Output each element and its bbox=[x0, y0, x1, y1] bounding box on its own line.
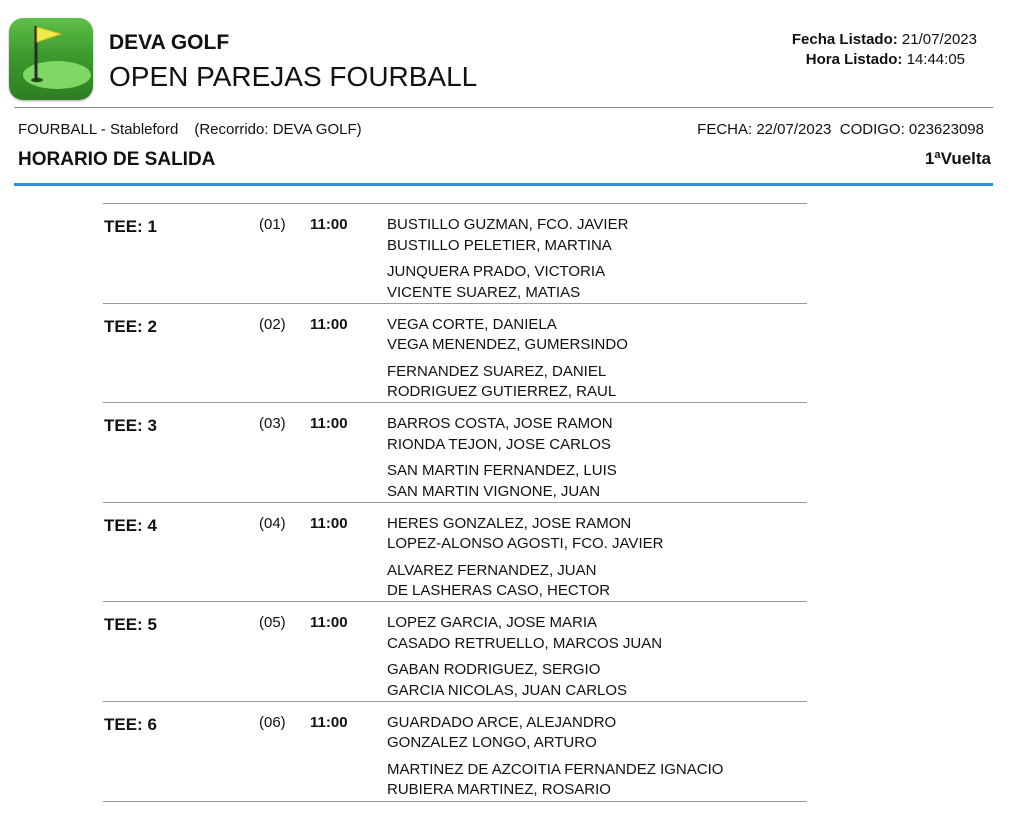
tee-group bbox=[103, 602, 807, 702]
player-name: DE LASHERAS CASO, HECTOR bbox=[387, 582, 611, 600]
tee-group bbox=[103, 304, 807, 404]
group-number: (02) bbox=[259, 315, 286, 333]
hora-listado-label: Hora Listado: bbox=[805, 51, 903, 68]
group-number: (04) bbox=[259, 514, 286, 532]
tee-group bbox=[103, 204, 807, 304]
tee-label: TEE: 2 bbox=[104, 316, 157, 336]
course-text: (Recorrido: DEVA GOLF) bbox=[194, 121, 362, 138]
player-name: BUSTILLO GUZMAN, FCO. JAVIER bbox=[387, 216, 629, 233]
tee-label: TEE: 1 bbox=[104, 217, 157, 236]
player-name: BARROS COSTA, JOSE RAMON bbox=[387, 415, 613, 433]
players-list bbox=[387, 514, 663, 602]
player-name: SAN MARTIN VIGNONE, JUAN bbox=[387, 482, 601, 500]
group-number: (03) bbox=[259, 415, 286, 433]
fecha-listado bbox=[792, 31, 977, 48]
tee-group bbox=[103, 702, 807, 802]
accent-divider bbox=[14, 183, 993, 186]
club-name: DEVA GOLF bbox=[109, 31, 230, 54]
players-list bbox=[387, 215, 628, 303]
player-name: LOPEZ GARCIA, JOSE MARIA bbox=[387, 614, 598, 632]
fecha-listado-label: Fecha Listado: bbox=[791, 31, 898, 48]
player-name: GONZALEZ LONGO, ARTURO bbox=[387, 734, 597, 752]
players-list bbox=[387, 315, 628, 403]
player-name: BUSTILLO PELETIER, MARTINA bbox=[387, 236, 612, 254]
tee-group bbox=[103, 503, 807, 603]
event-name: OPEN PAREJAS FOURBALL bbox=[109, 61, 478, 92]
player-name: ALVAREZ FERNANDEZ, JUAN bbox=[387, 561, 597, 579]
group-number: (06) bbox=[259, 713, 286, 731]
fecha-listado-value: 21/07/2023 bbox=[901, 31, 977, 48]
competition-format bbox=[18, 121, 362, 138]
players-list bbox=[387, 414, 617, 502]
golf-flag-icon bbox=[9, 18, 93, 100]
player-name: LOPEZ-ALONSO AGOSTI, FCO. JAVIER bbox=[387, 535, 664, 553]
player-name: VICENTE SUAREZ, MATIAS bbox=[387, 283, 581, 301]
start-time: 11:00 bbox=[310, 614, 348, 632]
players-list bbox=[387, 613, 662, 701]
player-name: CASADO RETRUELLO, MARCOS JUAN bbox=[387, 634, 663, 652]
player-name: RODRIGUEZ GUTIERREZ, RAUL bbox=[387, 383, 617, 401]
start-time: 11:00 bbox=[310, 216, 348, 233]
player-name: GARCIA NICOLAS, JUAN CARLOS bbox=[387, 681, 628, 699]
player-name: HERES GONZALEZ, JOSE RAMON bbox=[387, 514, 632, 532]
start-time: 11:00 bbox=[310, 415, 348, 433]
player-name: RUBIERA MARTINEZ, ROSARIO bbox=[387, 781, 611, 799]
tee-group bbox=[103, 403, 807, 503]
player-name: RIONDA TEJON, JOSE CARLOS bbox=[387, 435, 611, 453]
format-text: FOURBALL - Stableford bbox=[18, 121, 179, 138]
group-number: (01) bbox=[259, 216, 286, 233]
player-name: SAN MARTIN FERNANDEZ, LUIS bbox=[387, 462, 617, 480]
hora-listado bbox=[806, 51, 965, 68]
tee-times-table bbox=[103, 203, 807, 802]
player-name: GABAN RODRIGUEZ, SERGIO bbox=[387, 661, 601, 679]
start-time: 11:00 bbox=[310, 514, 348, 532]
section-title: HORARIO DE SALIDA bbox=[18, 149, 216, 170]
player-name: GUARDADO ARCE, ALEJANDRO bbox=[387, 713, 617, 731]
hora-listado-value: 14:44:05 bbox=[906, 51, 965, 68]
tee-label: TEE: 4 bbox=[104, 515, 157, 535]
header-divider bbox=[14, 107, 993, 108]
tee-label: TEE: 6 bbox=[104, 714, 157, 734]
players-list bbox=[387, 713, 723, 801]
player-name: VEGA CORTE, DANIELA bbox=[387, 315, 557, 333]
player-name: JUNQUERA PRADO, VICTORIA bbox=[387, 263, 606, 280]
player-name: MARTINEZ DE AZCOITIA FERNANDEZ IGNACIO bbox=[387, 760, 724, 778]
player-name: VEGA MENENDEZ, GUMERSINDO bbox=[387, 336, 628, 354]
start-time: 11:00 bbox=[310, 713, 348, 731]
tee-label: TEE: 3 bbox=[104, 416, 157, 436]
group-number: (05) bbox=[259, 614, 286, 632]
round-label: 1ªVuelta bbox=[924, 149, 991, 168]
fecha-codigo: FECHA: 22/07/2023 CODIGO: 023623098 bbox=[697, 121, 984, 138]
tee-label: TEE: 5 bbox=[104, 615, 157, 635]
start-time: 11:00 bbox=[310, 315, 348, 333]
player-name: FERNANDEZ SUAREZ, DANIEL bbox=[387, 362, 607, 380]
